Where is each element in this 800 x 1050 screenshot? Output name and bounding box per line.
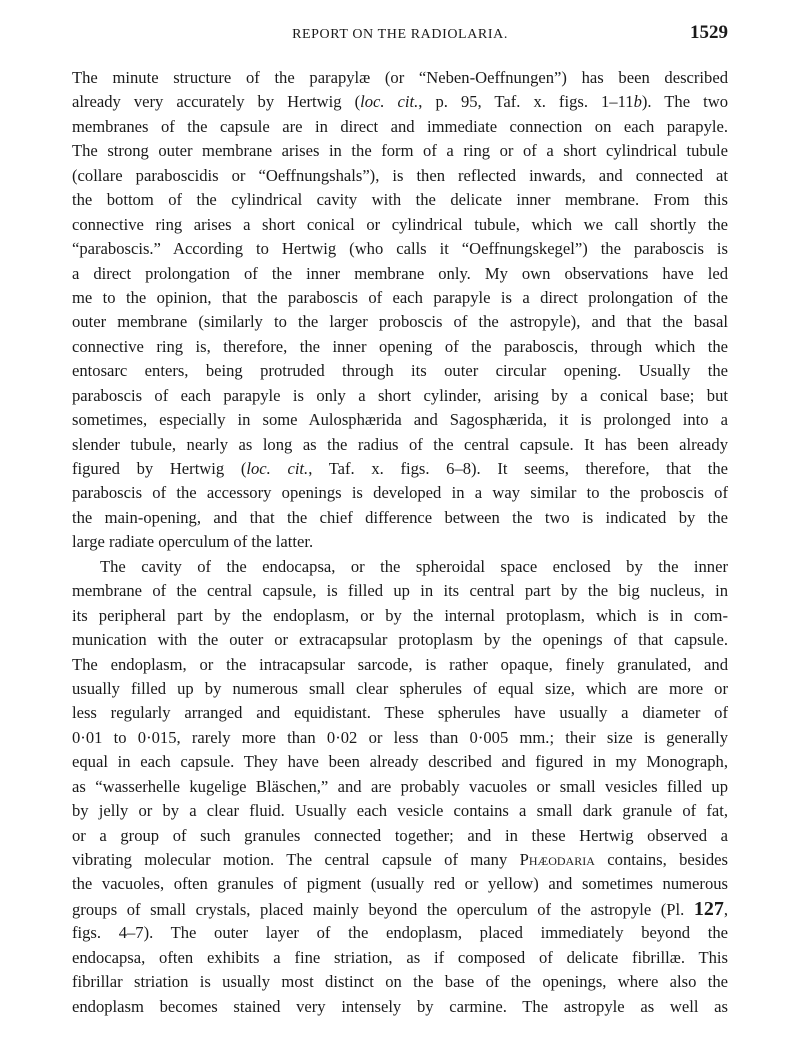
paragraph bbox=[72, 555, 728, 1019]
text-run: “paraboscis.” According to Hertwig (who calls it “Oeffnungskegel”) the paraboscis is bbox=[72, 239, 728, 259]
text-line bbox=[72, 310, 728, 334]
text-run: munication with the outer or extracapsular protoplasm by the openings of that capsule. bbox=[72, 630, 728, 650]
text-run: contains, besides bbox=[594, 850, 728, 869]
text-line bbox=[72, 481, 728, 505]
italic-text: b bbox=[633, 92, 642, 112]
page-header bbox=[72, 22, 728, 46]
text-run: the vacuoles, often granules of pigment (usually red or yellow) and sometimes numerous bbox=[72, 874, 728, 894]
small-caps-text: Phæodaria bbox=[519, 850, 595, 869]
running-title: REPORT ON THE RADIOLARIA. bbox=[292, 27, 508, 42]
text-line bbox=[72, 262, 728, 286]
text-line bbox=[72, 359, 728, 383]
text-run: or a group of such granules connected together; and in these Hertwig observed a bbox=[72, 825, 728, 845]
text-run: (collare paraboscidis or “Oeffnungshals”), is then reflected inwards, and connected at bbox=[72, 165, 728, 185]
paragraph bbox=[72, 66, 728, 555]
text-run: the main-opening, and that the chief difference between the two is indicated by the bbox=[72, 507, 728, 527]
text-line bbox=[72, 848, 728, 872]
text-line bbox=[72, 921, 728, 945]
text-run: as “wasserhelle kugelige Bläschen,” and are probably vacuoles or small vesicles filled up bbox=[72, 776, 728, 796]
text-run: The cavity of the endocapsa, or the spheroidal space enclosed by the inner bbox=[100, 556, 728, 576]
text-line bbox=[72, 897, 728, 921]
text-run: endoplasm becomes stained very intensely by carmine. The astropyle as well as bbox=[72, 996, 728, 1016]
text-line bbox=[72, 604, 728, 628]
text-run: The endoplasm, or the intracapsular sarcode, is rather opaque, finely granulated, and bbox=[72, 654, 728, 674]
text-run: already very accurately by Hertwig ( bbox=[72, 92, 361, 112]
text-line bbox=[72, 506, 728, 530]
text-run: sometimes, especially in some Aulosphærida and Sagosphærida, it is prolonged into a bbox=[72, 410, 728, 430]
text-line bbox=[72, 286, 728, 310]
text-run: connective ring is, therefore, the inner opening of the paraboscis, through which the bbox=[72, 336, 728, 356]
text-run: usually filled up by numerous small clear spherules of equal size, which are more or bbox=[72, 678, 728, 698]
text-line bbox=[72, 824, 728, 848]
text-run: endocapsa, often exhibits a fine striation, as if composed of delicate fibrillæ. This bbox=[72, 947, 728, 967]
text-line bbox=[72, 408, 728, 432]
text-run: its peripheral part by the endoplasm, or by the internal protoplasm, which is in com- bbox=[72, 605, 728, 625]
text-line bbox=[72, 530, 728, 554]
text-run: figured by Hertwig ( bbox=[72, 459, 247, 478]
text-line bbox=[72, 335, 728, 359]
text-run: membrane of the central capsule, is filled up in its central part by the big nucleus, in bbox=[72, 581, 728, 601]
text-line bbox=[72, 653, 728, 677]
italic-text: loc. cit. bbox=[360, 92, 419, 112]
text-line bbox=[72, 872, 728, 896]
page-number: 1529 bbox=[690, 22, 728, 43]
text-line bbox=[72, 970, 728, 994]
italic-text: loc. cit. bbox=[246, 459, 309, 478]
text-run: connective ring arises a short conical or cylindrical tubule, which we call shortly the bbox=[72, 214, 728, 234]
text-run: less regularly arranged and equidistant. These spherules have usually a diameter of bbox=[72, 703, 728, 723]
text-run: equal in each capsule. They have been already described and figured in my Monograph, bbox=[72, 752, 728, 772]
text-run: slender tubule, nearly as long as the radius of the central capsule. It has been already bbox=[72, 434, 728, 454]
text-line bbox=[72, 579, 728, 603]
text-line bbox=[72, 946, 728, 970]
text-line bbox=[72, 726, 728, 750]
text-run: The minute structure of the parapylæ (or “Neben-Oeffnungen”) has been described bbox=[72, 68, 728, 87]
plate-number: 127 bbox=[693, 897, 724, 920]
text-line bbox=[72, 188, 728, 212]
text-run: large radiate operculum of the latter. bbox=[72, 532, 314, 552]
text-line bbox=[72, 628, 728, 652]
text-run: vibrating molecular motion. The central capsule of many bbox=[72, 850, 520, 869]
text-line bbox=[72, 995, 728, 1019]
text-run: me to the opinion, that the paraboscis of each parapyle is a direct prolongation of the bbox=[72, 287, 728, 307]
text-run: , Taf. x. figs. 6–8). It seems, therefore, that the bbox=[308, 459, 728, 478]
text-line bbox=[72, 750, 728, 774]
text-run: by jelly or by a clear fluid. Usually each vesicle contains a small dark granule of fat, bbox=[72, 801, 728, 821]
text-line bbox=[72, 555, 728, 579]
text-line bbox=[72, 384, 728, 408]
text-line bbox=[72, 677, 728, 701]
text-line bbox=[72, 701, 728, 725]
text-run: , bbox=[723, 899, 728, 919]
text-line bbox=[72, 457, 728, 481]
text-line bbox=[72, 90, 728, 114]
text-run: entosarc enters, being protruded through its outer circular opening. Usually the bbox=[72, 361, 728, 381]
text-line bbox=[72, 237, 728, 261]
text-run: The strong outer membrane arises in the form of a ring or of a short cylindrical tubule bbox=[72, 141, 728, 161]
text-run: paraboscis of the accessory openings is developed in a way similar to the proboscis of bbox=[72, 483, 728, 503]
text-line bbox=[72, 66, 728, 90]
text-run: fibrillar striation is usually most distinct on the base of the openings, where also the bbox=[72, 972, 728, 992]
text-line bbox=[72, 775, 728, 799]
text-line bbox=[72, 139, 728, 163]
text-run: ). The two bbox=[641, 92, 728, 112]
text-line bbox=[72, 164, 728, 188]
text-run: membranes of the capsule are in direct and immediate connection on each parapyle. bbox=[72, 116, 728, 136]
text-run: paraboscis of each parapyle is only a short cylinder, arising by a conical base; but bbox=[72, 385, 728, 405]
text-run: outer membrane (similarly to the larger proboscis of the astropyle), and that the basal bbox=[72, 312, 728, 332]
text-line bbox=[72, 213, 728, 237]
text-run: the bottom of the cylindrical cavity with the delicate inner membrane. From this bbox=[72, 190, 728, 210]
text-run: , p. 95, Taf. x. figs. 1–11 bbox=[418, 92, 634, 112]
text-run: 0·01 to 0·015, rarely more than 0·02 or less than 0·005 mm.; their size is generally bbox=[72, 727, 728, 747]
text-line bbox=[72, 115, 728, 139]
body-text bbox=[72, 66, 728, 1019]
text-run: a direct prolongation of the inner membrane only. My own observations have led bbox=[72, 263, 728, 283]
text-line bbox=[72, 799, 728, 823]
text-run: figs. 4–7). The outer layer of the endoplasm, placed immediately beyond the bbox=[72, 923, 728, 943]
text-line bbox=[72, 433, 728, 457]
text-run: groups of small crystals, placed mainly beyond the operculum of the astropyle (Pl. bbox=[72, 899, 694, 919]
